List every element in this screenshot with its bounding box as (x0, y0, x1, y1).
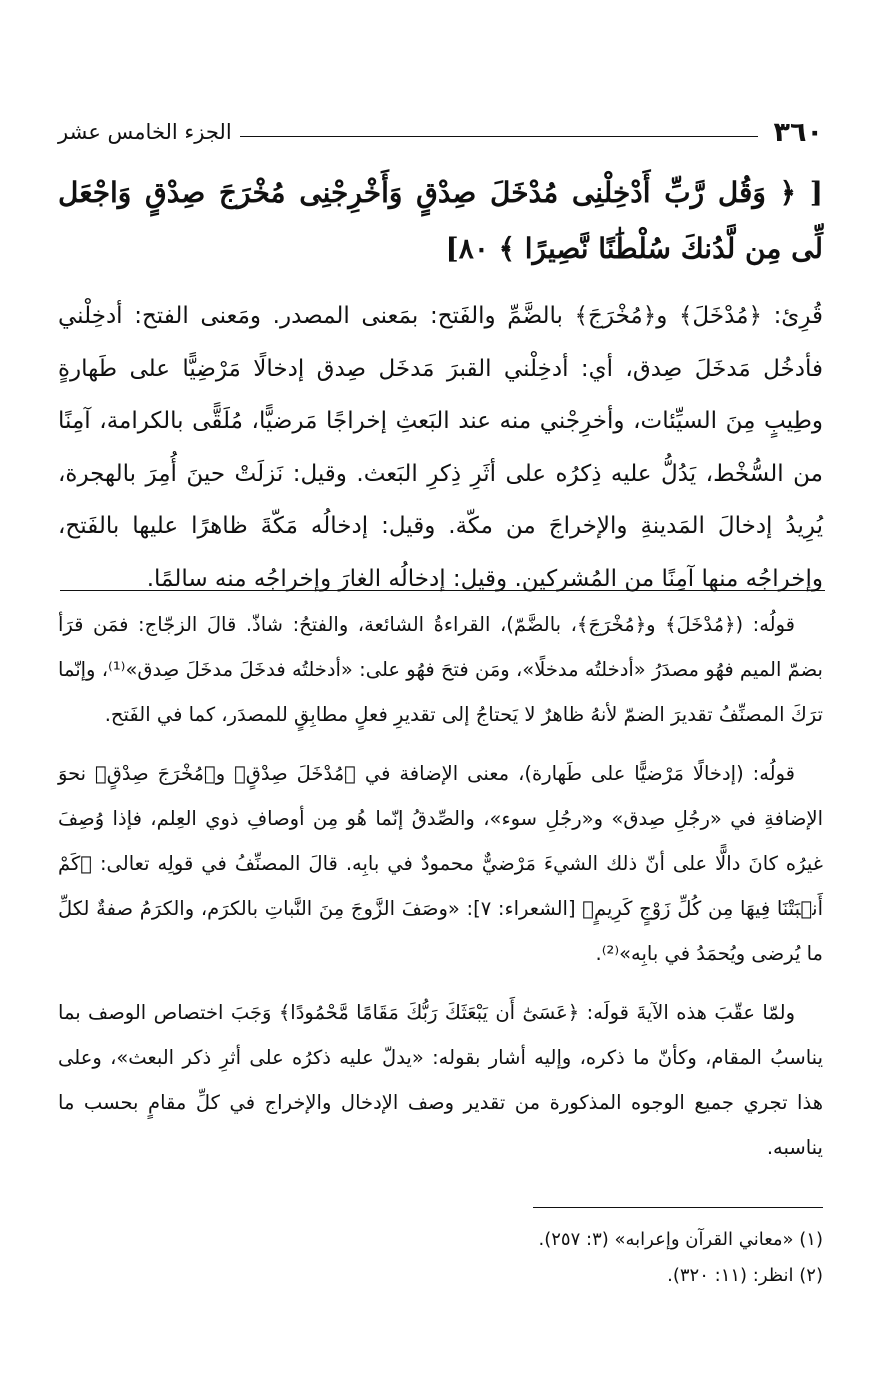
page-header (58, 112, 823, 152)
note-paragraph: ولمّا عقّبَ هذه الآيةَ قولَه: ﴿عَسَىٰٓ أَن يَبْعَثَكَ رَبُّكَ مَقَامًا مَّحْمُودًا﴾ وَجَبَ اختصاص الوصف بما يناسبُ المقام، وكأنّ ما ذكره، وإليه أشار بقوله: «يدلّ عليه ذكرُه على أثرِ ذكر البعث»، وعلى هذا تجري جميع الوجوه المذكورة من تقدير وصف الإدخال والإخراج في كلِّ مقامٍ بحسب ما يناسبه. (58, 1001, 823, 1159)
section-divider (60, 590, 825, 591)
note-paragraph: قولُه: (﴿مُدْخَلَ﴾ و﴿مُخْرَجَ﴾، بالضَّمّ)، القراءةُ الشائعة، والفتحُ: شاذّ. قالَ الزجّاج: فمَن قرَأ بضمّ الميم فهُو مصدَرُ «أدخلتُه مدخلًا»، ومَن فتحَ فهُو على: «أدخلتُه فدخَلَ مدخَلَ صِدق»⁽¹⁾، وإنّما ترَكَ المصنِّفُ تقديرَ الضمّ لأنهُ ظاهرٌ لا يَحتاجُ إلى تقديرِ فعلٍ مطابِقٍ للمصدَر، كما في الفَتح. (58, 613, 823, 726)
page-number: ٣٦٠ (773, 116, 823, 148)
footnote-item: (٢) انظر: (١١: ٣٢٠). (667, 1265, 823, 1286)
marginal-notes (58, 602, 823, 1184)
footnote-item: (١) «معاني القرآن وإعرابه» (٣: ٢٥٧). (538, 1229, 823, 1250)
quran-verse: [ ﴿ وَقُل رَّبِّ أَدْخِلْنِى مُدْخَلَ صِدْقٍ وَأَخْرِجْنِى مُخْرَجَ صِدْقٍ وَاجْعَل لِّى مِن لَّدُنكَ سُلْطَٰنًا نَّصِيرًا ﴾ ٨٠] (58, 176, 823, 265)
footnote-divider (533, 1207, 823, 1208)
footnotes (58, 1222, 823, 1294)
note-paragraph: قولُه: (إدخالًا مَرْضيًّا على طَهارة)، معنى الإضافة في ﴿مُدْخَلَ صِدْقٍ﴾ و﴿مُخْرَجَ صِدْقٍ﴾ نحوَ الإضافةِ في «رجُلِ صِدق» و«رجُلِ سوء»، والصِّدقُ إنّما هُو مِن أوصافِ ذوي العِلم، فإذا وُصِفَ غيرُه كانَ دالًّا على أنّ ذلك الشيءَ مَرْضيٌّ محمودٌ في بابِه. قالَ المصنِّفُ في قولِه تعالى: ﴿كَمْ أَنۢبَتْنَا فِيهَا مِن كُلِّ زَوْجٍ كَرِيمٍ﴾ [الشعراء: ٧]: «وصَفَ الزَّوجَ مِنَ النَّباتِ بالكرَم، والكرَمُ صفةٌ لكلِّ ما يُرضى ويُحمَدُ في بابِه»⁽²⁾. (58, 762, 824, 965)
running-title: الجزء الخامس عشر (58, 120, 232, 144)
main-commentary: قُرِئ: ﴿مُدْخَلَ﴾ و﴿مُخْرَجَ﴾ بالضَّمِّ والفَتح: بمَعنى المصدر. ومَعنى الفتح: أدخِلْني فأدخُل مَدخَلَ صِدق، أي: أدخِلْني القبرَ مَدخَل صِدق إدخالًا مَرْضِيًّا على طَهارةٍ وطِيبٍ مِنَ السيِّئات، وأخرِجْني منه عند البَعثِ إخراجًا مَرضيًّا، مُلَقًّى بالكرامة، آمِنًا من السُّخْط، يَدُلُّ عليه ذِكرُه على أثَرِ ذِكرِ البَعث. وقيل: نَزلَتْ حينَ أُمِرَ بالهجرة، يُرِيدُ إدخالَ المَدينةِ والإخراجَ من مكّة. وقيل: إدخالُه مَكّةَ ظاهرًا عليها بالفَتح، وإخراجُه منها آمِنًا من المُشركين. وقيل: إدخالُه الغارَ وإخراجُه منه سالمًا. (58, 303, 823, 592)
header-rule (240, 136, 758, 137)
